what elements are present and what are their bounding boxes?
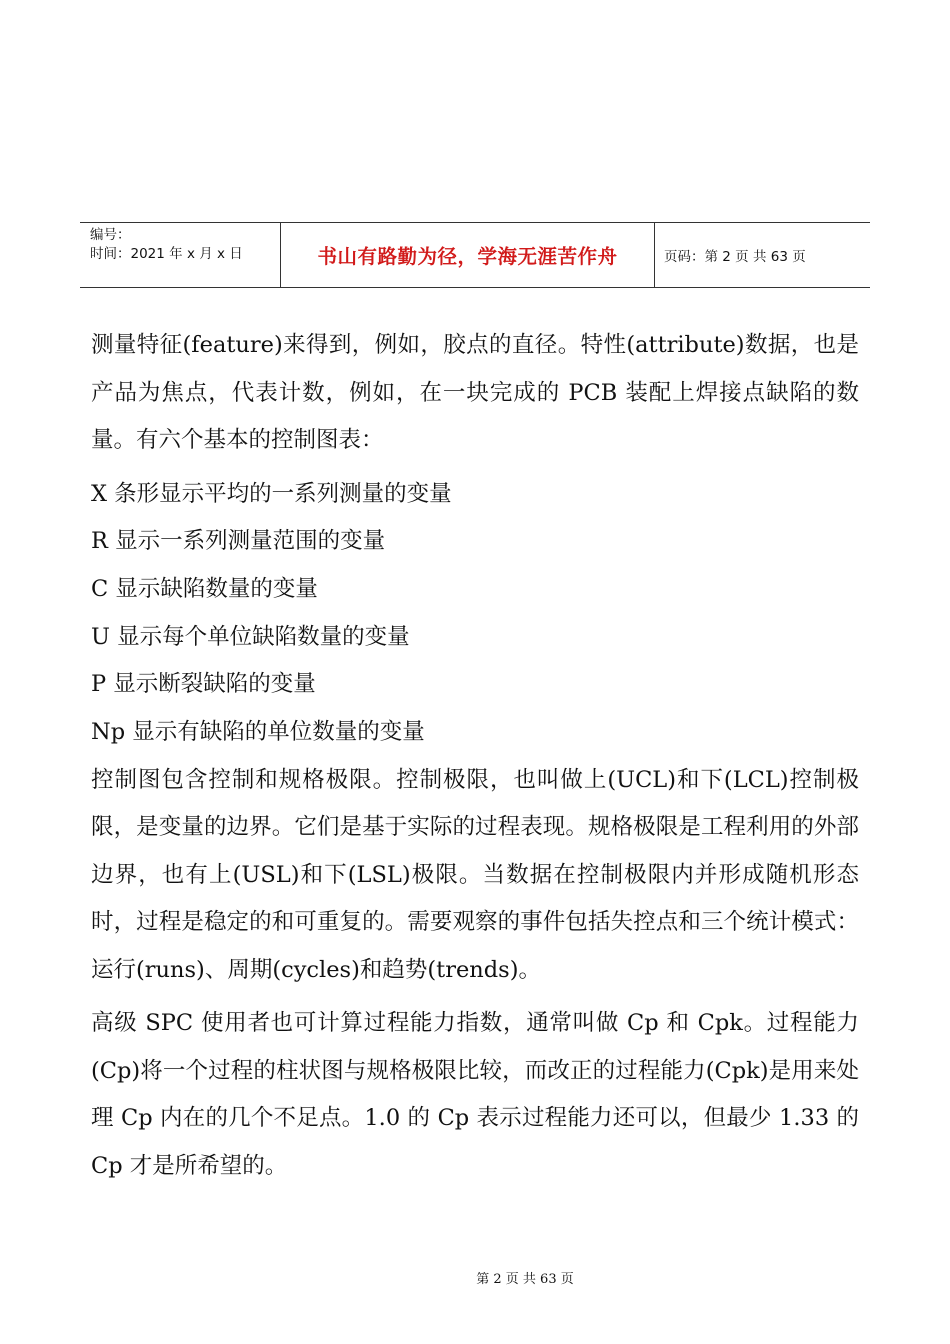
header-page-cell xyxy=(655,223,870,287)
document-body xyxy=(91,322,859,1190)
header-meta-cell xyxy=(80,223,281,287)
list-item: X 条形显示平均的一系列测量的变量 xyxy=(91,480,452,507)
header-page-info: 页码：第 2 页 共 63 页 xyxy=(664,249,806,265)
document-header xyxy=(80,222,870,288)
chart-type-list xyxy=(91,471,859,757)
control-limits-paragraph: 控制图包含控制和规格极限。控制极限，也叫做上(UCL)和下(LCL)控制极限，是变量的边界。它们是基于实际的过程表现。规格极限是工程利用的外部边界，也有上(USL)和下(LSL)极限。当数据在控制极限内并形成随机形态时，过程是稳定的和可重复的。需要观察的事件包括失控点和三个统计模式：运行(runs)、周期(cycles)和趋势(trends)。 xyxy=(91,766,859,983)
header-motto: 书山有路勤为径，学海无涯苦作舟 xyxy=(317,245,618,268)
process-capability-paragraph: 高级 SPC 使用者也可计算过程能力指数，通常叫做 Cp 和 Cpk。过程能力(Cp)将一个过程的柱状图与规格极限比较，而改正的过程能力(Cpk)是用来处理 Cp 内在的几个不足点。1.0 的 Cp 表示过程能力还可以，但最少 1.33 的 Cp 才是所希望的。 xyxy=(91,1010,859,1179)
list-item: P 显示断裂缺陷的变量 xyxy=(91,671,316,698)
list-item: C 显示缺陷数量的变量 xyxy=(91,575,318,602)
page-footer: 第 2 页 共 63 页 xyxy=(476,1272,574,1287)
list-item: Np 显示有缺陷的单位数量的变量 xyxy=(91,719,425,746)
document-date-label: 时间：2021 年 x 月 x 日 xyxy=(90,246,243,262)
intro-paragraph: 测量特征(feature)来得到，例如，胶点的直径。特性(attribute)数据，也是产品为焦点，代表计数，例如，在一块完成的 PCB 装配上焊接点缺陷的数量。有六个基本的控制图表： xyxy=(91,332,859,453)
list-item: U 显示每个单位缺陷数量的变量 xyxy=(91,623,410,650)
list-item: R 显示一系列测量范围的变量 xyxy=(91,528,386,555)
document-number-label: 编号： xyxy=(90,227,131,243)
header-motto-cell xyxy=(281,223,655,287)
